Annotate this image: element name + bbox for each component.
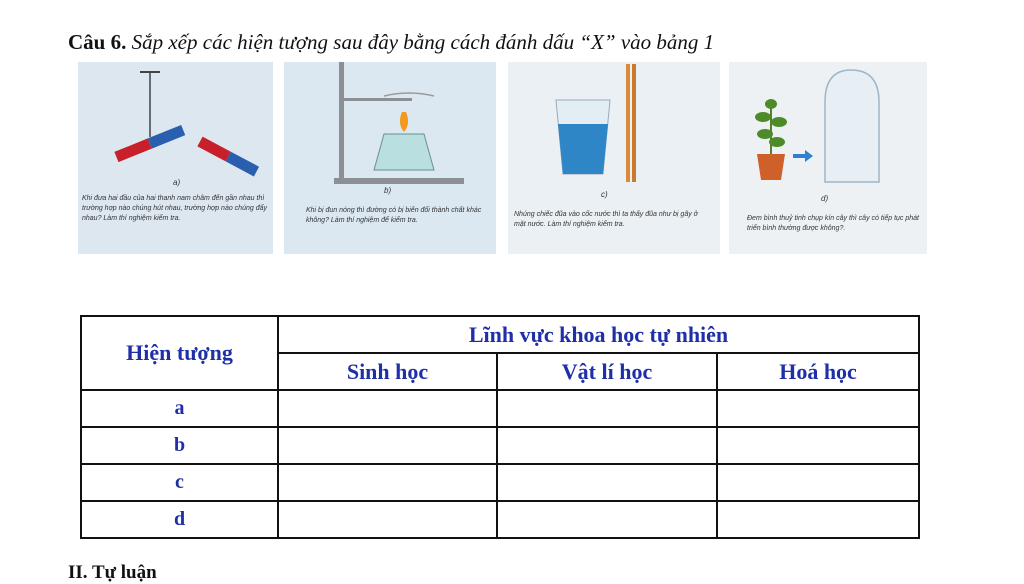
cell-b-chemistry[interactable] — [717, 427, 919, 464]
cell-b-physics[interactable] — [497, 427, 717, 464]
section-heading: II. Tự luận — [68, 562, 157, 583]
biology-header: Sinh học — [278, 353, 497, 390]
field-group-header: Lĩnh vực khoa học tự nhiên — [278, 316, 919, 353]
question-heading — [68, 30, 714, 55]
row-label-b: b — [81, 427, 278, 464]
cell-c-physics[interactable] — [497, 464, 717, 501]
chemistry-header: Hoá học — [717, 353, 919, 390]
table-row — [81, 501, 919, 538]
table-row — [81, 464, 919, 501]
physics-header: Vật lí học — [497, 353, 717, 390]
cell-c-chemistry[interactable] — [717, 464, 919, 501]
figure-b-tag: b) — [384, 186, 392, 195]
question-text: Sắp xếp các hiện tượng sau đây bằng cách đánh dấu “X” vào bảng 1 — [131, 30, 715, 54]
magnet-icon — [78, 62, 273, 254]
figure-c-caption: Nhúng chiếc đũa vào cốc nước thì ta thấy đũa như bị gãy ở mặt nước. Làm thí nghiệm kiểm tra. — [514, 211, 698, 228]
cell-a-biology[interactable] — [278, 390, 497, 427]
cell-a-physics[interactable] — [497, 390, 717, 427]
figure-d — [729, 62, 927, 254]
cell-b-biology[interactable] — [278, 427, 497, 464]
figure-a — [78, 62, 273, 254]
figure-d-tag: d) — [821, 194, 829, 203]
row-label-d: d — [81, 501, 278, 538]
figure-a-caption: Khi đưa hai đầu của hai thanh nam châm đến gần nhau thì trường hợp nào chúng hút nhau, trường hợp nào chúng đẩy nhau? Làm thí nghiệm kiểm tra. — [82, 195, 267, 222]
figure-b-caption: Khi bị đun nóng thì đường có bị biến đổi thành chất khác không? Làm thí nghiệm để kiểm tra. — [306, 207, 482, 224]
cell-a-chemistry[interactable] — [717, 390, 919, 427]
figure-c — [508, 62, 720, 254]
figure-a-tag: a) — [173, 178, 181, 187]
question-label: Câu 6. — [68, 30, 127, 54]
cell-d-biology[interactable] — [278, 501, 497, 538]
row-label-c: c — [81, 464, 278, 501]
table-row — [81, 427, 919, 464]
cell-d-chemistry[interactable] — [717, 501, 919, 538]
table-row — [81, 390, 919, 427]
classification-table — [80, 315, 920, 539]
phenomenon-column-header: Hiện tượng — [81, 316, 278, 390]
cell-d-physics[interactable] — [497, 501, 717, 538]
cell-c-biology[interactable] — [278, 464, 497, 501]
figure-b — [284, 62, 496, 254]
table-header-row — [81, 316, 919, 353]
figure-d-caption: Đem bình thuỷ tinh chụp kín cây thì cây có tiếp tục phát triển bình thường được không?. — [747, 215, 919, 232]
row-label-a: a — [81, 390, 278, 427]
figure-c-tag: c) — [601, 190, 608, 199]
